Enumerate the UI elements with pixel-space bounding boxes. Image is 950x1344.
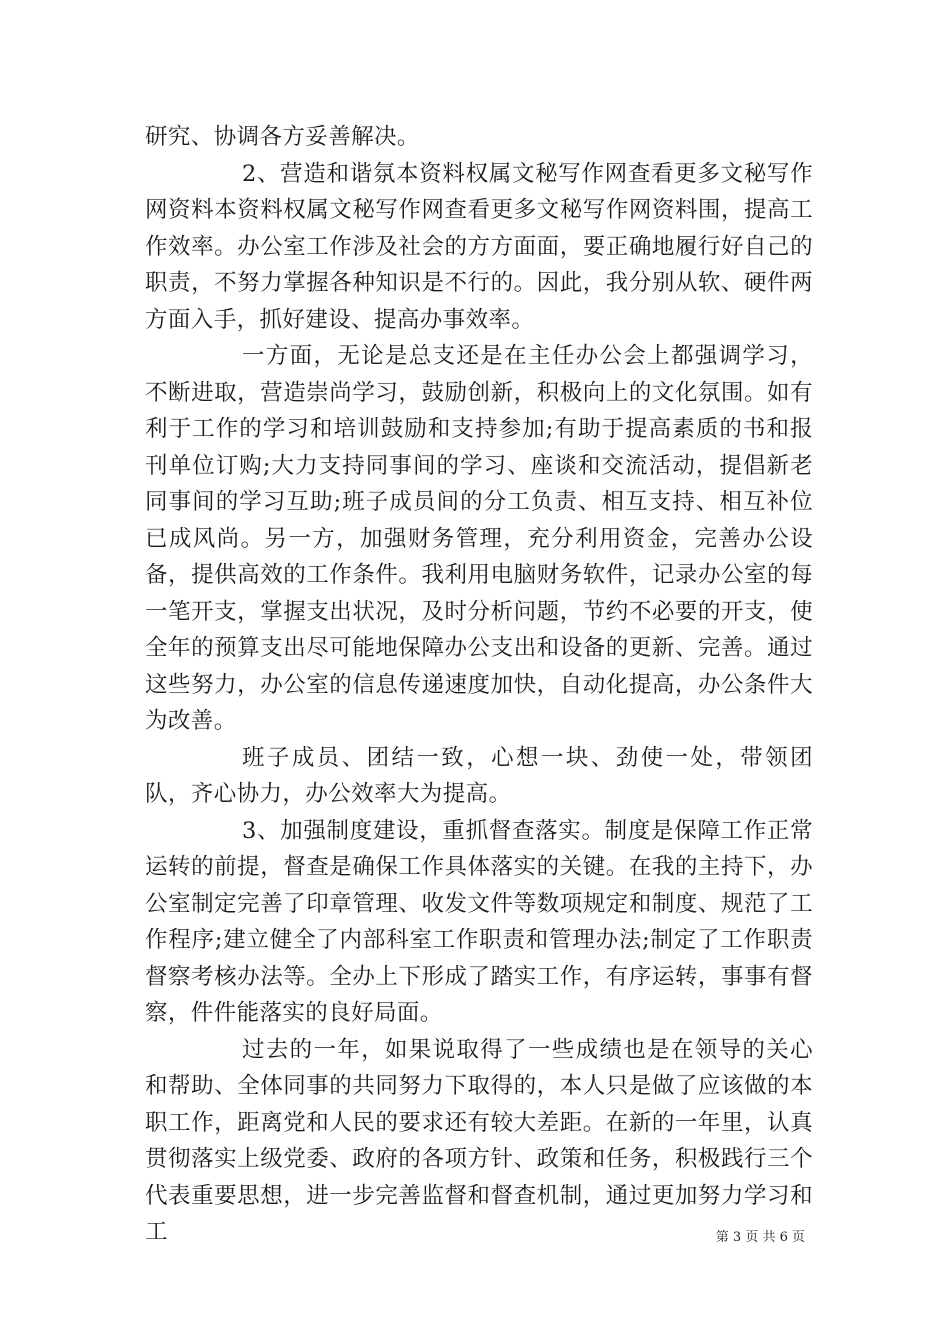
paragraph-6: 过去的一年，如果说取得了一些成绩也是在领导的关心和帮助、全体同事的共同努力下取得的，本人只是做了应该做的本职工作，距离党和人民的要求还有较大差距。在新的一年里，认真贯彻落实上级党委、政府的各项方针、政策和任务，积极践行三个代表重要思想，进一步完善监督和督查机制，通过更加努力学习和工 [145,1036,813,1245]
document-body [145,119,813,1251]
paragraph-3: 一方面，无论是总支还是在主任办公会上都强调学习，不断进取，营造崇尚学习，鼓励创新，积极向上的文化氛围。如有利于工作的学习和培训鼓励和支持参加;有助于提高素质的书和报刊单位订购;大力支持同事间的学习、座谈和交流活动，提倡新老同事间的学习互助;班子成员间的分工负责、相互支持、相互补位已成风尚。另一方，加强财务管理，充分利用资金，完善办公设备，提供高效的工作条件。我利用电脑财务软件，记录办公室的每一笔开支，掌握支出状况，及时分析问题，节约不必要的开支，使全年的预算支出尽可能地保障办公支出和设备的更新、完善。通过这些努力，办公室的信息传递速度加快，自动化提高，办公条件大为改善。 [145,343,813,734]
paragraph-5: 3、加强制度建设，重抓督查落实。制度是保障工作正常运转的前提，督查是确保工作具体落实的关键。在我的主持下，办公室制定完善了印章管理、收发文件等数项规定和制度、规范了工作程序;建立健全了内部科室工作职责和管理办法;制定了工作职责督察考核办法等。全办上下形成了踏实工作，有序运转，事事有督察，件件能落实的良好局面。 [145,817,813,1026]
page-number: 第 3 页 共 6 页 [715,1230,805,1245]
paragraph-4: 班子成员、团结一致，心想一块、劲使一处，带领团队，齐心协力，办公效率大为提高。 [145,744,813,807]
paragraph-1: 研究、协调各方妥善解决。 [145,124,420,150]
paragraph-2: 2、营造和谐氛本资料权属文秘写作网查看更多文秘写作网资料本资料权属文秘写作网查看更多文秘写作网资料围，提高工作效率。办公室工作涉及社会的方方面面，要正确地履行好自己的职责，不努力掌握各种知识是不行的。因此，我分别从软、硬件两方面入手，抓好建设、提高办事效率。 [145,160,813,333]
